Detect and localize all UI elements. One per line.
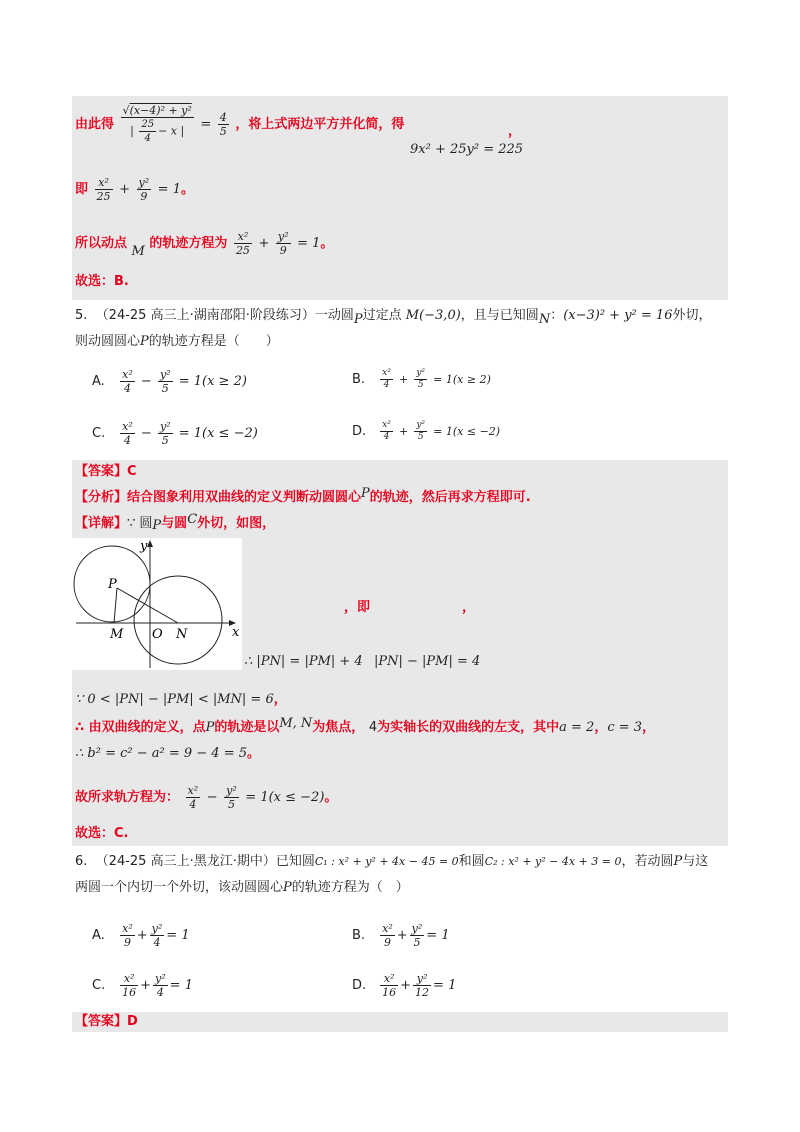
label-x: x	[232, 625, 240, 640]
sol5-definition: ∴ 由双曲线的定义，点P的轨迹是以M, N为焦点， 4为实轴长的双曲线的左支，其中a = 2，c = 3，	[75, 716, 656, 735]
label-m: M	[110, 627, 124, 642]
circles-figure	[72, 538, 242, 670]
q6-line-1: 6. （24-25 高三上·黑龙江·期中）已知圆C₁ : x² + y² + 4x − 45 = 0和圆C₂ : x² + y² − 4x + 3 = 0，若动圆P与这	[75, 854, 709, 869]
q6-line-2: 两圆一个内切一个外切，该动圆圆心P的轨迹方程为（ ）	[75, 880, 409, 895]
sol5-after-figure-2: ，	[462, 600, 476, 615]
q5-line-1: 5. （24-25 高三上·湖南邵阳·阶段练习）一动圆P过定点 M(−3,0)，且与已知圆N：(x−3)² + y² = 16外切，	[75, 308, 712, 327]
answer-band-q6	[72, 1012, 728, 1032]
sol5-after-figure: ，即	[344, 600, 371, 615]
prev-line-2: 即 $\frac{\text{x²}}{25}$ + $\frac{\text{y²}}{9}$ = 1。	[75, 176, 194, 203]
prev-line-1-equation: 9x² + 25y² = 225	[410, 142, 524, 157]
label-p: P	[108, 577, 117, 592]
sol5-detail: 【详解】∵ 圆P与圆C外切，如图，	[75, 512, 276, 533]
sol5-b-squared: ∴ b² = c² − a² = 9 − 4 = 5。	[75, 746, 261, 761]
prev-line-1-comma: ，	[508, 124, 522, 139]
label-y: y	[140, 539, 148, 554]
q5-option-d[interactable]: D. $\frac{\text{x²}}{4}$ + $\frac{\text{y²}}{5}$ = 1(x ≤ −2)	[352, 420, 501, 442]
q5-option-c[interactable]: C. $\frac{\text{x²}}{4}$ − $\frac{\text{y²}}{5}$ = 1(x ≤ −2)	[92, 420, 258, 447]
sol5-inequality: ∵ 0 < |PN| − |PM| < |MN| = 6，	[75, 692, 287, 707]
q6-option-a[interactable]: A. $\frac{\text{x²}}{9}$ + $\frac{\text{y²}}{4}$ = 1	[92, 922, 190, 949]
q5-line-2: 则动圆圆心P的轨迹方程是（ ）	[75, 334, 279, 349]
label-o: O	[152, 627, 163, 642]
ratio-fraction: √(x−4)² + y² | $\frac{25}{4}$ − x |	[122, 104, 192, 144]
prev-line-1: 由此得 √(x−4)² + y² | $\frac{25}{4}$ − x | = $\frac{4}{5}$ ，将上式两边平方并化简，得	[75, 104, 405, 144]
sol5-eq-pn: ∴ |PN| = |PM| + 4	[244, 654, 363, 669]
sol5-eq-pn-2: |PN| − |PM| = 4	[374, 654, 481, 669]
sol5-analysis: 【分析】结合图象利用双曲线的定义判断动圆圆心P的轨迹，然后再求方程即可.	[75, 486, 531, 505]
prev-answer: 故选：B.	[75, 274, 129, 289]
prev-line-3: 所以动点 M 的轨迹方程为 $\frac{\text{x²}}{25}$ + $\frac{\text{y²}}{9}$ = 1。	[75, 230, 334, 259]
q6-answer: 【答案】D	[75, 1014, 138, 1029]
q5-option-a[interactable]: A. $\frac{\text{x²}}{4}$ − $\frac{\text{y²}}{5}$ = 1(x ≥ 2)	[92, 368, 247, 395]
sol5-choose: 故选：C.	[75, 826, 129, 841]
q6-option-c[interactable]: C. $\frac{\text{x²}}{16}$ + $\frac{\text{y²}}{4}$ = 1	[92, 972, 193, 999]
sol5-answer: 【答案】C	[75, 464, 137, 479]
q6-option-b[interactable]: B. $\frac{\text{x²}}{9}$ + $\frac{\text{y²}}{5}$ = 1	[352, 922, 450, 949]
q5-option-b[interactable]: B. $\frac{\text{x²}}{4}$ + $\frac{\text{y²}}{5}$ = 1(x ≥ 2)	[352, 368, 491, 390]
q6-option-d[interactable]: D. $\frac{\text{x²}}{16}$ + $\frac{\text{y²}}{12}$ = 1	[352, 972, 457, 999]
sol5-result: 故所求轨方程为： $\frac{\text{x²}}{4}$ − $\frac{\text{y²}}{5}$ = 1(x ≤ −2)。	[75, 784, 338, 811]
label-n: N	[176, 627, 188, 642]
